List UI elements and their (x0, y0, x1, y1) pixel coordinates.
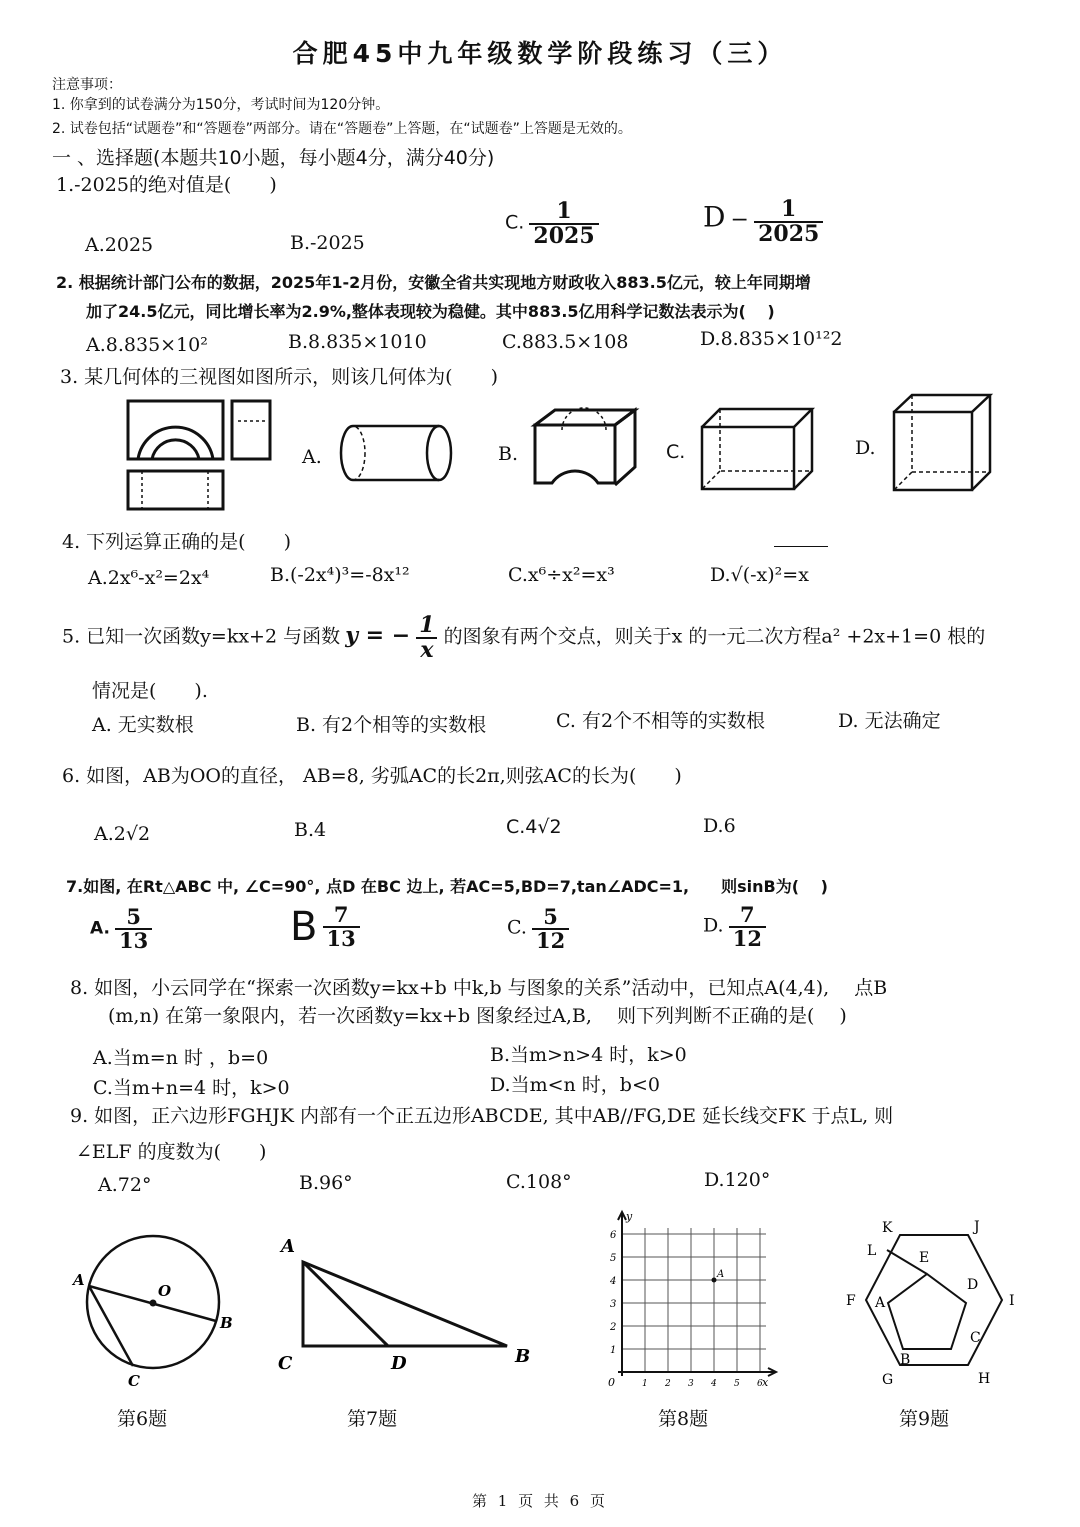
x-tick-label: 3 (688, 1379, 694, 1389)
label-b: B (220, 1314, 233, 1332)
q5-fraction (415, 614, 438, 662)
q7-stem: 7.如图, 在Rt△ABC 中, ∠C=90°, 点D 在BC 边上, 若AC=5,BD=7,tan∠ADC=1, 则sinB为( ) (66, 877, 828, 896)
q7-b-label: B (290, 904, 318, 951)
q7-option-d (703, 904, 766, 950)
q3-three-views-figure (120, 395, 290, 520)
q7-d-denominator: 12 (729, 926, 766, 950)
hexagon-fghjk (866, 1235, 1002, 1365)
q8-option-c: C.当m+n=4 时，k>0 (93, 1077, 290, 1099)
x-tick-label: 4 (711, 1379, 717, 1389)
q9-line-2: ∠ELF 的度数为( ) (76, 1141, 267, 1163)
q2-option-b: B.8.835×1010 (288, 331, 427, 353)
label-c: C (128, 1372, 140, 1390)
q8-option-a: A.当m=n 时 ，b=0 (93, 1047, 269, 1069)
label-j: J (974, 1219, 980, 1235)
center-point (150, 1300, 157, 1307)
q7-b-numerator: 7 (333, 902, 349, 927)
figure-6-circle (70, 1230, 240, 1390)
q4-option-a: A.2x⁶-x²=2x⁴ (88, 567, 210, 589)
x-tick-label: 5 (734, 1379, 740, 1389)
q7-option-b (290, 904, 360, 950)
x-tick-label: 6 (757, 1379, 763, 1389)
notes-line-2: 2. 试卷包括“试题卷”和“答题卷”两部分。请在“答题卷”上答题，在“试题卷”上答题是无效的。 (52, 121, 632, 137)
origin-label: 0 (608, 1376, 615, 1389)
q3-option-a-cylinder (335, 420, 460, 490)
q7-d-numerator: 7 (740, 902, 755, 927)
q7-a-numerator: 5 (126, 904, 141, 929)
q9-line-1: 9. 如图，正六边形FGHJK 内部有一个正五边形ABCDE, 其中AB//FG,DE 延长线交FK 于点L, 则 (70, 1105, 894, 1127)
label-i: I (1009, 1293, 1015, 1309)
q2-line-1: 2. 根据统计部门公布的数据，2025年1-2月份，安徽全省共实现地方财政收入883.5亿元，较上年同期增 (56, 273, 811, 292)
label-o: O (158, 1282, 172, 1300)
q7-d-fraction (729, 904, 766, 950)
q5-line-1 (62, 614, 985, 662)
label-a: A (73, 1271, 85, 1289)
q2-option-c: C.883.5×108 (502, 331, 629, 353)
q2-option-d: D.8.835×10¹²2 (700, 328, 843, 350)
figure-7-triangle (275, 1232, 540, 1372)
front-view (128, 401, 223, 459)
q7-a-fraction (115, 906, 152, 952)
q3-option-c-cuboid (698, 405, 818, 495)
q5-numerator: 1 (419, 612, 435, 638)
label-b: B (900, 1352, 911, 1368)
pentagon-abcde (888, 1274, 966, 1349)
y-tick-label: 4 (610, 1276, 617, 1287)
q1-d-fraction (754, 198, 823, 246)
q5-denominator: x (416, 637, 437, 662)
label-d: D (391, 1353, 407, 1374)
x-tick-label: 2 (665, 1379, 671, 1389)
q4-d-sqrt-bar (774, 546, 828, 547)
q5-pre: 5. 已知一次函数y=kx+2 与函数 (62, 625, 341, 648)
q3-option-d-label: D. (855, 437, 876, 459)
side-view (232, 401, 270, 459)
x-axis-label: x (762, 1376, 769, 1389)
label-c: C (970, 1330, 981, 1346)
figure-9-hexagon (840, 1212, 1040, 1387)
q1-d-sign: − (730, 207, 749, 233)
label-a: A (875, 1295, 886, 1311)
q5-y: y = − (345, 622, 411, 649)
label-e: E (919, 1250, 930, 1266)
q3-option-c-label: C. (666, 441, 686, 463)
q6-option-a: A.2√2 (94, 823, 151, 845)
label-g: G (882, 1372, 894, 1388)
y-tick-label: 2 (610, 1322, 617, 1333)
y-axis-label: y (626, 1210, 633, 1223)
q7-c-numerator: 5 (543, 904, 558, 929)
q3-option-b-arch-solid (530, 405, 645, 495)
figure-8-grid (596, 1210, 796, 1390)
q1-d-denominator: 2025 (754, 221, 823, 246)
page-title: 合肥45中九年级数学阶段练习（三） (292, 39, 788, 68)
q7-a-label: A. (90, 918, 110, 939)
q5-line-2: 情况是( ). (92, 680, 208, 702)
q1-option-d (703, 198, 823, 246)
q1-option-b: B.-2025 (290, 232, 365, 254)
segment-ad (303, 1262, 388, 1346)
front-view-arch (138, 427, 213, 459)
page-footer: 第 1 页 共 6 页 (472, 1492, 608, 1510)
q3-option-a-label: A. (302, 446, 322, 468)
q6-option-d: D.6 (703, 815, 736, 837)
q7-c-fraction (532, 906, 569, 952)
figure-7-caption: 第7题 (347, 1408, 398, 1430)
q7-option-c (507, 906, 569, 952)
q4-option-b: B.(-2x⁴)³=-8x¹² (270, 564, 410, 586)
q9-option-a: A.72° (98, 1174, 152, 1196)
q5-option-d: D. 无法确定 (838, 710, 941, 732)
label-f: F (846, 1293, 856, 1309)
q1-stem: 1.-2025的绝对值是( ) (56, 174, 277, 196)
label-l: L (867, 1243, 877, 1259)
q7-b-fraction (323, 904, 360, 950)
q2-line-2: 加了24.5亿元，同比增长率为2.9%,整体表现较为稳健。其中883.5亿用科学记数法表示为( ) (86, 302, 775, 321)
q8-option-b: B.当m>n>4 时，k>0 (490, 1044, 687, 1066)
q8-option-d: D.当m<n 时，b<0 (490, 1074, 660, 1096)
q5-option-b: B. 有2个相等的实数根 (296, 714, 487, 736)
label-d: D (967, 1277, 979, 1293)
section-heading: 一 、选择题(本题共10小题，每小题4分，满分40分) (52, 147, 495, 169)
q7-option-a (90, 906, 152, 952)
q3-stem: 3. 某几何体的三视图如图所示，则该几何体为( ) (60, 366, 498, 388)
q4-option-d: D.√(-x)²=x (710, 564, 809, 586)
q6-option-b: B.4 (294, 819, 327, 841)
point-a-label: A (717, 1269, 725, 1280)
q1-c-denominator: 2025 (529, 223, 598, 248)
q1-c-numerator: 1 (556, 198, 572, 224)
q3-option-d-cube (890, 392, 995, 497)
q7-b-denominator: 13 (323, 926, 360, 950)
q1-d-label: D (703, 200, 726, 234)
label-b: B (515, 1346, 531, 1367)
label-h: H (978, 1371, 991, 1387)
q7-c-label: C. (507, 916, 527, 939)
x-tick-label: 1 (642, 1379, 648, 1389)
q1-d-numerator: 1 (781, 196, 797, 222)
y-tick-label: 5 (610, 1253, 617, 1264)
label-c: C (278, 1353, 293, 1374)
y-tick-label: 6 (610, 1230, 617, 1241)
point-a (712, 1278, 717, 1283)
q5-option-a: A. 无实数根 (92, 714, 194, 736)
label-k: K (882, 1220, 893, 1236)
q8-line-2: (m,n) 在第一象限内，若一次函数y=kx+b 图象经过A,B, 则下列判断不正确的是( ) (108, 1005, 847, 1027)
triangle-abc (303, 1262, 507, 1346)
q3-option-b-label: B. (498, 443, 519, 465)
y-tick-label: 3 (610, 1299, 617, 1310)
notes-heading: 注意事项： (52, 77, 122, 93)
q2-option-a: A.8.835×10² (86, 334, 208, 356)
figure-8-caption: 第8题 (658, 1408, 709, 1430)
q1-c-label: C. (505, 211, 525, 234)
figure-9-caption: 第9题 (899, 1408, 950, 1430)
q5-option-c: C. 有2个不相等的实数根 (556, 710, 766, 732)
q1-option-c (505, 200, 599, 248)
q4-option-c: C.x⁶÷x²=x³ (508, 564, 615, 586)
notes-line-1: 1. 你拿到的试卷满分为150分，考试时间为120分钟。 (52, 97, 390, 113)
y-tick-label: 1 (610, 1345, 617, 1356)
q7-d-label: D. (703, 914, 724, 937)
q1-c-fraction (529, 200, 598, 248)
q6-stem: 6. 如图，AB为OO的直径， AB=8, 劣弧AC的长2π,则弦AC的长为( ) (62, 765, 682, 787)
figure-6-caption: 第6题 (117, 1408, 168, 1430)
q9-option-b: B.96° (299, 1172, 353, 1194)
q7-c-denominator: 12 (532, 928, 569, 952)
q5-post: 的图象有两个交点，则关于x 的一元二次方程a² +2x+1=0 根的 (443, 625, 986, 648)
q7-a-denominator: 13 (115, 928, 152, 952)
label-a: A (281, 1236, 295, 1257)
q6-option-c: C.4√2 (506, 816, 562, 838)
q9-option-d: D.120° (704, 1169, 771, 1191)
q8-line-1: 8. 如图，小云同学在“探索一次函数y=kx+b 中k,b 与图象的关系”活动中，已知点A(4,4), 点B (70, 977, 888, 999)
q1-option-a: A.2025 (85, 234, 154, 256)
q9-option-c: C.108° (506, 1171, 572, 1193)
q4-stem: 4. 下列运算正确的是( ) (62, 531, 291, 553)
